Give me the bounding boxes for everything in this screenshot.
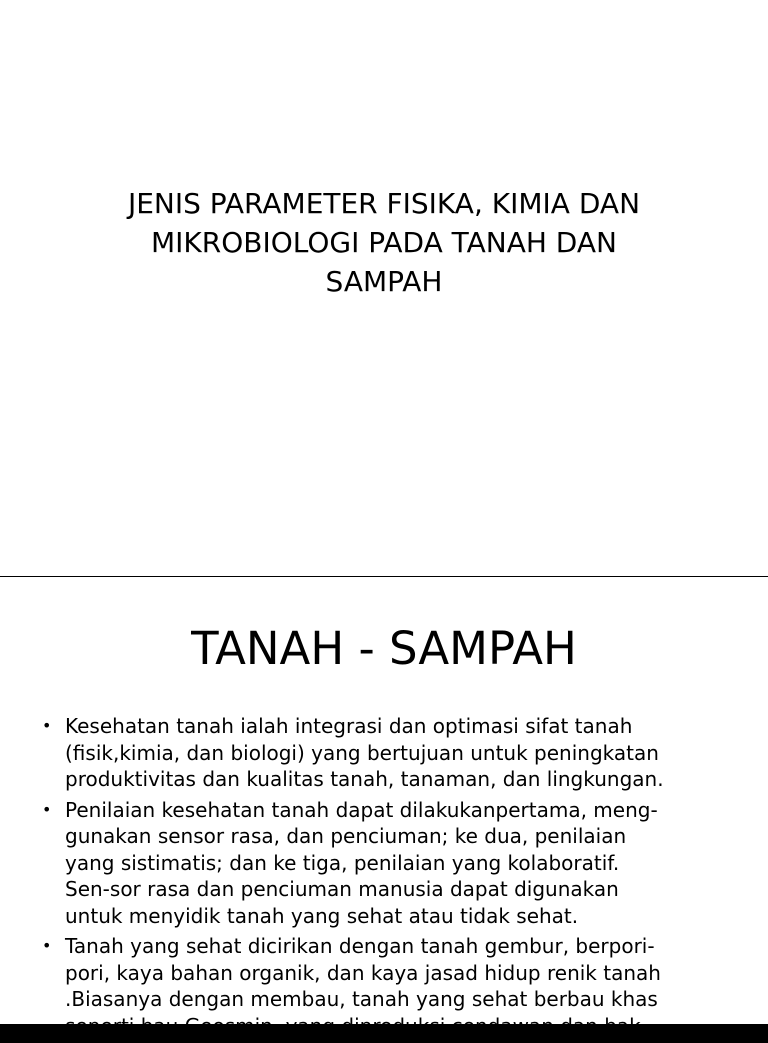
bullet-text-line: Penilaian kesehatan tanah dapat dilakukanpertama, meng- — [65, 797, 658, 822]
slide-title-line: SAMPAH — [325, 265, 443, 298]
slide-heading: TANAH - SAMPAH — [191, 622, 577, 675]
slide-title — [60, 184, 708, 301]
slide-title-line: JENIS PARAMETER FISIKA, KIMIA DAN — [127, 187, 641, 220]
bullet-text-line: seperti bau Geosmin, yang diproduksi cendawan dan bak- — [65, 1013, 648, 1038]
bullet-dot-icon: • — [42, 799, 52, 819]
bullet-item — [42, 933, 732, 1039]
bullet-text-line: yang sistimatis; dan ke tiga, penilaian yang kolaboratif. — [65, 850, 620, 875]
bullet-text-line: Tanah yang sehat dicirikan dengan tanah gembur, berpori- — [65, 934, 655, 958]
bullet-text-line: produktivitas dan kualitas tanah, tanaman, dan lingkungan. — [65, 767, 664, 791]
bullet-dot-icon: • — [42, 936, 52, 955]
slide-title-line: MIKROBIOLOGI PADA TANAH DAN — [151, 226, 617, 259]
bullet-text-line: Sen-sor rasa dan penciuman manusia dapat digunakan — [65, 877, 619, 901]
bullet-text-line: (fisik,kimia, dan biologi) yang bertujuan untuk peningkatan — [65, 740, 659, 765]
bullet-item — [42, 797, 732, 930]
bullet-item — [42, 713, 732, 793]
bullet-text-line: untuk menyidik tanah yang sehat atau tidak sehat. — [65, 903, 579, 928]
bullet-list — [42, 713, 732, 1043]
slide-content-page — [0, 577, 768, 1038]
bullet-text-line: gunakan sensor rasa, dan penciuman; ke dua, penilaian — [65, 824, 627, 848]
bullet-text-line: pori, kaya bahan organik, dan kaya jasad hidup renik tanah — [65, 960, 661, 985]
bullet-text-line: .Biasanya dengan membau, tanah yang sehat berbau khas — [65, 987, 658, 1011]
bullet-text-line: Kesehatan tanah ialah integrasi dan optimasi sifat tanah — [65, 714, 633, 738]
bullet-dot-icon: • — [42, 716, 52, 735]
